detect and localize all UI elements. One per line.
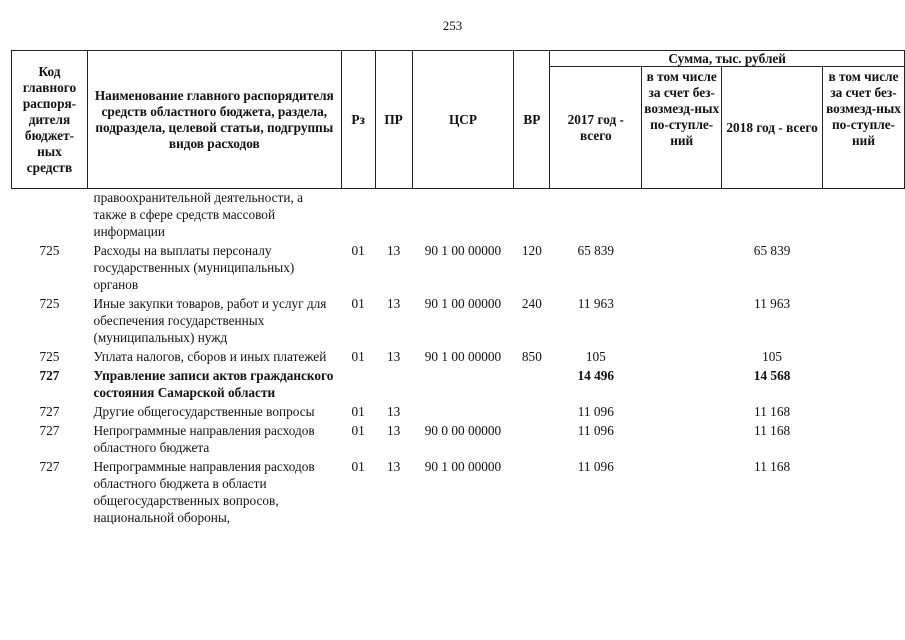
cell-name: Уплата налогов, сборов и иных платежей [93,349,327,364]
table-row [12,189,905,241]
cell-name: Непрограммные направления расходов областного бюджета [93,423,315,455]
cell-2018-free [823,293,905,346]
cell-2017-free [642,293,722,346]
cell-2017-free [642,456,722,526]
cell-2018-total: 11 168 [754,404,791,419]
table-row [12,456,905,526]
cell-name: Иные закупки товаров, работ и услуг для обеспечения государственных (муниципальных) нужд [93,296,327,345]
table-row [12,240,905,293]
budget-table-container [11,50,905,526]
cell-rz [341,189,375,241]
cell-code: 725 [39,243,60,258]
cell-pr: 13 [386,243,401,258]
cell-vr [514,456,550,526]
cell-csr: 90 1 00 00000 [424,349,502,364]
cell-vr: 240 [521,296,542,311]
cell-rz: 01 [351,349,365,364]
cell-pr [375,365,412,401]
cell-pr [375,189,412,241]
page-number: 253 [442,18,463,33]
cell-csr: 90 0 00 00000 [424,423,502,438]
cell-csr: 90 1 00 00000 [424,459,502,474]
header-2017-total: 2017 год - всего [550,67,642,189]
cell-2018-total: 11 168 [754,459,791,474]
cell-2017-total: 11 096 [577,459,614,474]
cell-2018-total: 65 839 [753,243,791,258]
cell-name: Непрограммные направления расходов областного бюджета в области общегосударственных вопросов, национальной обороны, [93,459,315,525]
cell-2018-free [823,365,905,401]
cell-2017-total: 11 963 [577,296,614,311]
cell-rz: 01 [351,423,365,438]
cell-rz: 01 [351,296,365,311]
table-row [12,293,905,346]
cell-2017-total: 14 496 [577,368,615,383]
cell-code: 727 [39,368,60,383]
cell-pr: 13 [386,459,401,474]
table-row [12,420,905,456]
header-sum: Сумма, тыс. рублей [550,51,905,67]
header-name: Наименование главного распорядителя средств областного бюджета, раздела, подраздела, целевой статьи, подгруппы видов расходов [87,51,341,189]
header-pr: ПР [375,51,412,189]
cell-vr: 120 [521,243,542,258]
cell-2017-free [642,240,722,293]
table-row [12,365,905,401]
cell-2018-total: 11 168 [754,423,791,438]
cell-2017-total: 105 [585,349,606,364]
table-row [12,346,905,365]
cell-2017-total: 65 839 [577,243,615,258]
cell-pr: 13 [386,296,401,311]
cell-2018-total: 14 568 [753,368,791,383]
cell-2018-free [823,420,905,456]
cell-2018-free [823,240,905,293]
header-2018-total: 2018 год - всего [722,67,823,189]
header-vr: ВР [514,51,550,189]
cell-2018-total: 105 [762,349,783,364]
cell-rz: 01 [351,404,365,419]
table-row [12,401,905,420]
cell-rz [341,365,375,401]
cell-2017-free [642,420,722,456]
cell-2018-free [823,456,905,526]
budget-table [11,50,905,526]
cell-name: Другие общегосударственные вопросы [93,404,315,419]
cell-csr: 90 1 00 00000 [424,243,502,258]
cell-csr: 90 1 00 00000 [424,296,502,311]
cell-2017-total [550,189,642,241]
cell-2018-total: 11 963 [754,296,791,311]
cell-pr: 13 [386,423,401,438]
cell-2018-total [722,189,823,241]
cell-2018-free [823,346,905,365]
table-body [12,189,905,527]
cell-vr [514,420,550,456]
cell-rz: 01 [351,243,365,258]
cell-2017-free [642,189,722,241]
cell-code: 725 [39,349,60,364]
cell-vr [514,401,550,420]
header-rz: Рз [341,51,375,189]
cell-2018-free [823,401,905,420]
cell-code: 727 [39,459,60,474]
header-code: Код главного распоря-дителя бюджет-ных средств [12,51,88,189]
header-2017-free: в том числе за счет без-возмезд-ных по-ступле-ний [642,67,722,189]
cell-code: 727 [39,423,60,438]
cell-csr [412,189,514,241]
header-2018-free: в том числе за счет без-возмезд-ных по-ступле-ний [823,67,905,189]
cell-2017-free [642,346,722,365]
cell-name: правоохранительной деятельности, а также в сфере средств массовой информации [93,190,303,239]
cell-code: 725 [39,296,60,311]
cell-2018-free [823,189,905,241]
cell-vr [514,189,550,241]
cell-code [12,189,88,241]
cell-csr [412,401,514,420]
cell-vr [514,365,550,401]
cell-2017-free [642,365,722,401]
cell-code: 727 [39,404,60,419]
table-header [12,51,905,189]
cell-pr: 13 [386,404,401,419]
cell-pr: 13 [386,349,401,364]
cell-name: Расходы на выплаты персоналу государственных (муниципальных) органов [93,243,295,292]
header-csr: ЦСР [412,51,514,189]
cell-2017-total: 11 096 [577,404,614,419]
cell-2017-free [642,401,722,420]
cell-name: Управление записи актов гражданского состояния Самарской области [93,368,334,400]
cell-vr: 850 [521,349,542,364]
cell-rz: 01 [351,459,365,474]
cell-csr [412,365,514,401]
cell-2017-total: 11 096 [577,423,614,438]
